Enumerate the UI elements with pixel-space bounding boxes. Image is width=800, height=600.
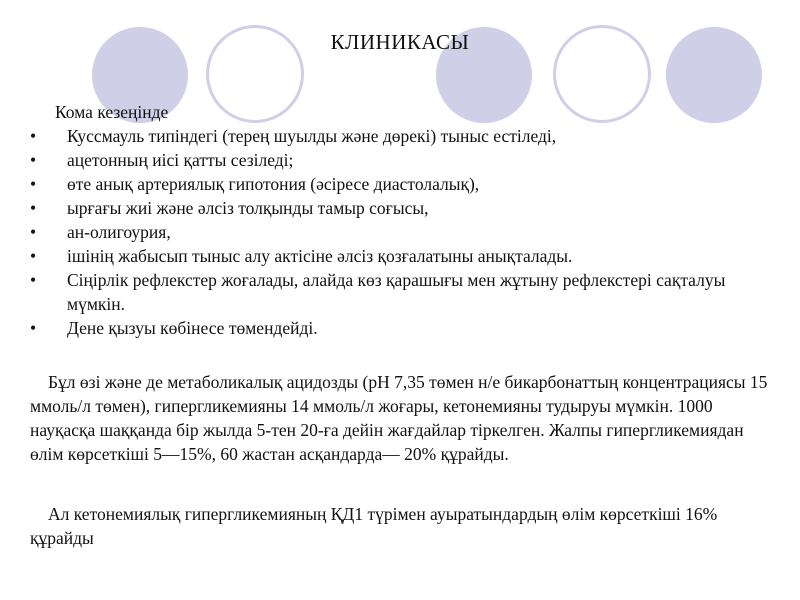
slide-title: КЛИНИКАСЫ bbox=[330, 30, 470, 54]
bullet-icon: • bbox=[30, 270, 37, 290]
list-item: • ішінің жабысып тыныс алу актісіне әлсіз қозғалатыны анықталады. bbox=[30, 246, 573, 266]
slide-content bbox=[30, 100, 780, 340]
bullet-icon: • bbox=[30, 246, 37, 266]
list-item: • ан-олигоурия, bbox=[30, 222, 171, 242]
list-item: • Сіңірлік рефлекстер жоғалады, алайда көз қарашығы мен жұтыну рефлекстері сақталуы мүмкін. bbox=[30, 270, 726, 314]
list-item: • өте анық артериялық гипотония (әсіресе диастолалық), bbox=[30, 174, 480, 194]
list-item: • ацетонның иісі қатты сезіледі; bbox=[30, 150, 294, 170]
list-item: • ырғағы жиі және әлсіз толқынды тамыр соғысы, bbox=[30, 198, 429, 218]
bullet-icon: • bbox=[30, 318, 37, 338]
bullet-icon: • bbox=[30, 222, 37, 242]
bullet-icon: • bbox=[30, 174, 37, 194]
paragraph-mortality-stats: Бұл өзі және де метаболикалық ацидозды (рН 7,35 төмен н/е бикарбонаттың концентрациясы 15 ммоль/л төмен), гипергликемияны 14 ммоль/л жоғары, кетонемияны тудыруы мүмкін. 1000 науқасқа шаққанда бір жылда 5-тен 20-ға дейін жағдайлар тіркелген. Жалпы гипергликемиядан өлім көрсеткіші 5—15%, 60 жастан асқандарда— 20% құрайды. bbox=[30, 372, 768, 464]
section-heading: Кома кезеңінде bbox=[55, 102, 169, 122]
symptom-list bbox=[30, 124, 780, 340]
paragraph-dm1-mortality: Ал кетонемиялық гипергликемияның ҚД1 түрімен ауыратындардың өлім көрсеткіші 16% құрайды bbox=[30, 504, 718, 548]
bullet-icon: • bbox=[30, 198, 37, 218]
list-item: • Куссмауль типіндегі (терең шуылды және дөрекі) тыныс естіледі, bbox=[30, 126, 557, 146]
list-item: • Дене қызуы көбінесе төмендейді. bbox=[30, 318, 318, 338]
bullet-icon: • bbox=[30, 126, 37, 146]
bullet-icon: • bbox=[30, 150, 37, 170]
